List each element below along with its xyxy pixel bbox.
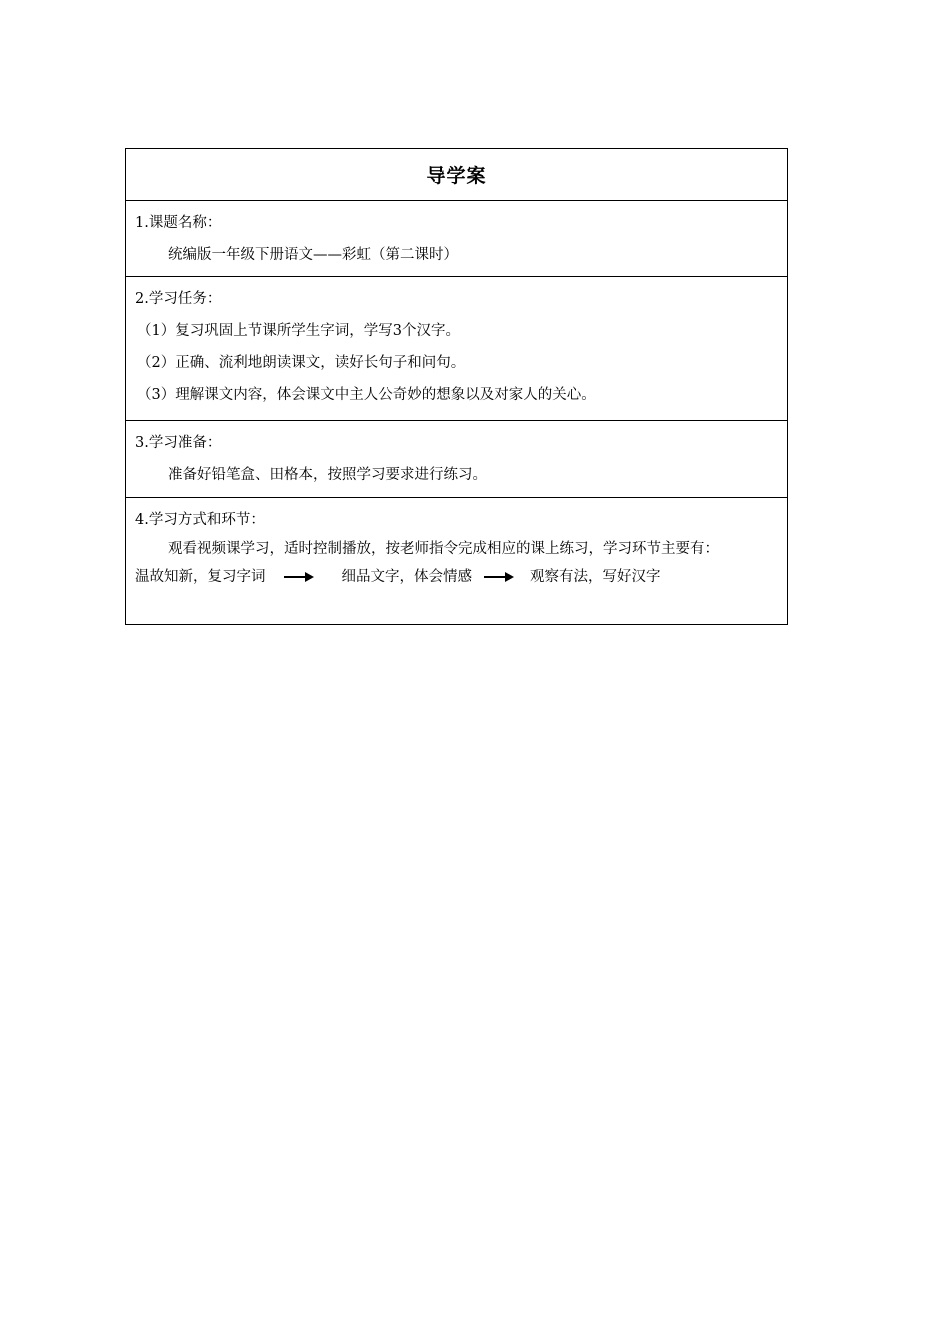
task-item: （3）理解课文内容，体会课文中主人公奇妙的想象以及对家人的关心。 [137,387,596,403]
learning-steps-flow [135,567,777,587]
section-heading: 3.学习准备： [135,435,222,451]
section-heading: 4.学习方式和环节： [135,512,265,528]
section-learning-method [126,497,787,624]
step-item: 细品文字，体会情感 [341,569,472,585]
step-item: 观察有法，写好汉字 [530,569,661,585]
document-title: 导学案 [426,165,487,187]
section-preparation [126,420,787,497]
step-item: 温故知新，复习字词 [135,569,266,585]
course-name: 统编版一年级下册语文——彩虹（第二课时） [168,247,458,263]
arrow-right-icon [284,571,314,583]
section-heading: 1.课题名称： [135,215,222,231]
title-row [126,149,787,200]
preparation-text: 准备好铅笔盒、田格本，按照学习要求进行练习。 [168,467,487,483]
section-heading: 2.学习任务： [135,291,222,307]
arrow-right-icon [484,571,514,583]
task-item: （1）复习巩固上节课所学生字词，学写3个汉字。 [137,323,460,339]
lesson-plan-table [125,148,788,625]
section-learning-tasks [126,276,787,420]
task-item: （2）正确、流利地朗读课文，读好长句子和问句。 [137,355,466,371]
method-description: 观看视频课学习，适时控制播放，按老师指令完成相应的课上练习，学习环节主要有： [168,541,719,557]
section-course-name [126,200,787,276]
